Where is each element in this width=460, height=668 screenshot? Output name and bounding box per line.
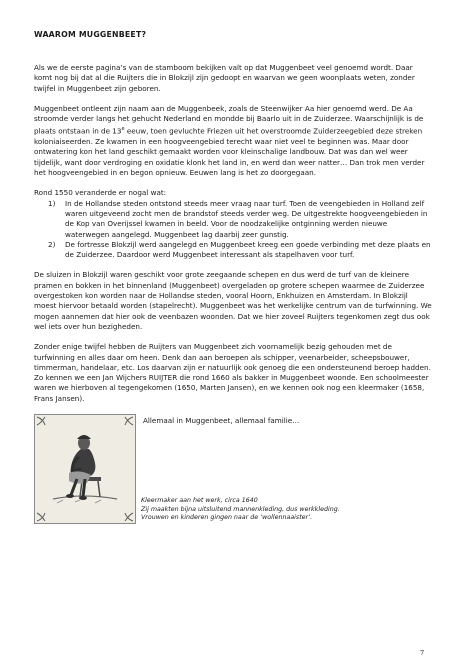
- figure-caption: [141, 497, 340, 523]
- page-title: WAAROM MUGGENBEET?: [34, 30, 147, 39]
- paragraph-origin-part-2: eeuw, toen gevluchte Friezen uit het overstroomde Zuiderzeegebied deze streken koloniaiseerden. Ze kwamen in een hoogveengebied terecht waar niet veel te beginnen was. Maar door ontwatering kon het land geschikt gemaakt worden voor kleinschalige landbouw. Dat was dan wel weer tijdelijk, want door verdroging en oxidatie klonk het land in, en werd dan weer natter… Dan trok men verder het hoogveengebied in en begon opnieuw. Eeuwen lang is het zo doorgegaan.: [34, 126, 425, 178]
- paragraph-ruijters: Zonder enige twijfel hebben de Ruijters van Muggenbeet zich voornamelijk bezig gehouden met de turfwinning en alles daar om heen. Denk dan aan beroepen als schipper, veenarbeider, scheepsbouwer, timmerman, handelaar, etc. Los daarvan zijn er natuurlijk ook genoeg die een ondersteunend beroep hadden. Zo kennen we een Jan Wijchers RUIJTER die rond 1660 als bakker in Muggenbeet woonde. Een schoolmeester waren we hierboven al tegengekomen (1650, Marten Jansen), en we kennen ook nog een kleermaker (1658, Frans Jansen).: [34, 342, 431, 403]
- delft-tile-tailor-image: [34, 414, 136, 524]
- tailor-illustration-icon: [35, 415, 135, 523]
- list-item-number: 1): [48, 198, 56, 208]
- superscript-e: e: [121, 126, 125, 133]
- list-item-number: 2): [48, 239, 56, 249]
- paragraph-origin-part-1: Muggenbeet ontleent zijn naam aan de Muggenbeek, zoals de Steenwijker Aa hier genoemd werd. De Aa stroomde verder langs het gehucht Nederland en mondde bij Baarlo uit in de Zuiderzee. Waarschijnlijk is de plaats ontstaan in de 13: [34, 103, 424, 136]
- list-item-text: De fortresse Blokzijl werd aangelegd en Muggenbeet kreeg een goede verbinding met deze plaats en de Zuiderzee. Daardoor werd Muggenbeet interessant als stapelhaven voor turf.: [65, 239, 431, 260]
- caption-line: Vrouwen en kinderen gingen naar de ‘wollennaaister’.: [141, 514, 313, 522]
- page-content: [34, 30, 432, 542]
- list-item-text: In de Hollandse steden ontstond steeds meer vraag naar turf. Toen de veengebieden in Holland zelf waren uitgeveend zocht men de brandstof steeds verder weg. De uitgestrekte hoogveengebieden in de Kop van Overijssel kwamen in beeld. Voor de noodzakelijke ontginning werden nieuwe waterwegen aangelegd. Muggenbeet lag daarbij zeer gunstig.: [65, 198, 428, 239]
- caption-line: Kleermaker aan het werk, circa 1640: [141, 497, 258, 504]
- paragraph-intro: Als we de eerste pagina’s van de stamboom bekijken valt op dat Muggenbeet veel genoemd wordt. Daar komt nog bij dat al die Ruijters die in Blokzijl zijn gedoopt en waarvan we geen woonplaats weten, zonder twijfel in Muggenbeet zijn geboren.: [34, 63, 415, 93]
- paragraph-1550: Rond 1550 veranderde er nogal wat:: [34, 188, 167, 198]
- list-item: [34, 199, 432, 240]
- caption-line: Zij maakten bijna uitsluitend mannenkleding, dus werkkleding.: [141, 505, 340, 513]
- numbered-list: [34, 199, 432, 261]
- paragraph-origin: [34, 104, 432, 178]
- figure: [34, 414, 432, 542]
- paragraph-sluizen: De sluizen in Blokzijl waren geschikt voor grote zeegaande schepen en dus werd de turf van de kleinere pramen en bokken in het binnenland (Muggenbeet) overgeladen op grotere schepen waarmee de Zuiderzee overgestoken kon worden naar de Hollandse steden, vooral Hoorn, Enkhuizen en Amsterdam. In Blokzijl moest hiervoor betaald worden (stapelrecht). Muggenbeet was het werkelijke centrum van de turfwinning. We mogen aannemen dat hier ook de veenbazen woonden. Dat we hier zoveel Ruijters tegenkomen zegt dus ook wel iets over hun bezigheden.: [34, 270, 432, 331]
- list-item: [34, 240, 432, 261]
- page-number: 7: [420, 649, 425, 657]
- figure-text: Allemaal in Muggenbeet, allemaal familie…: [143, 416, 300, 425]
